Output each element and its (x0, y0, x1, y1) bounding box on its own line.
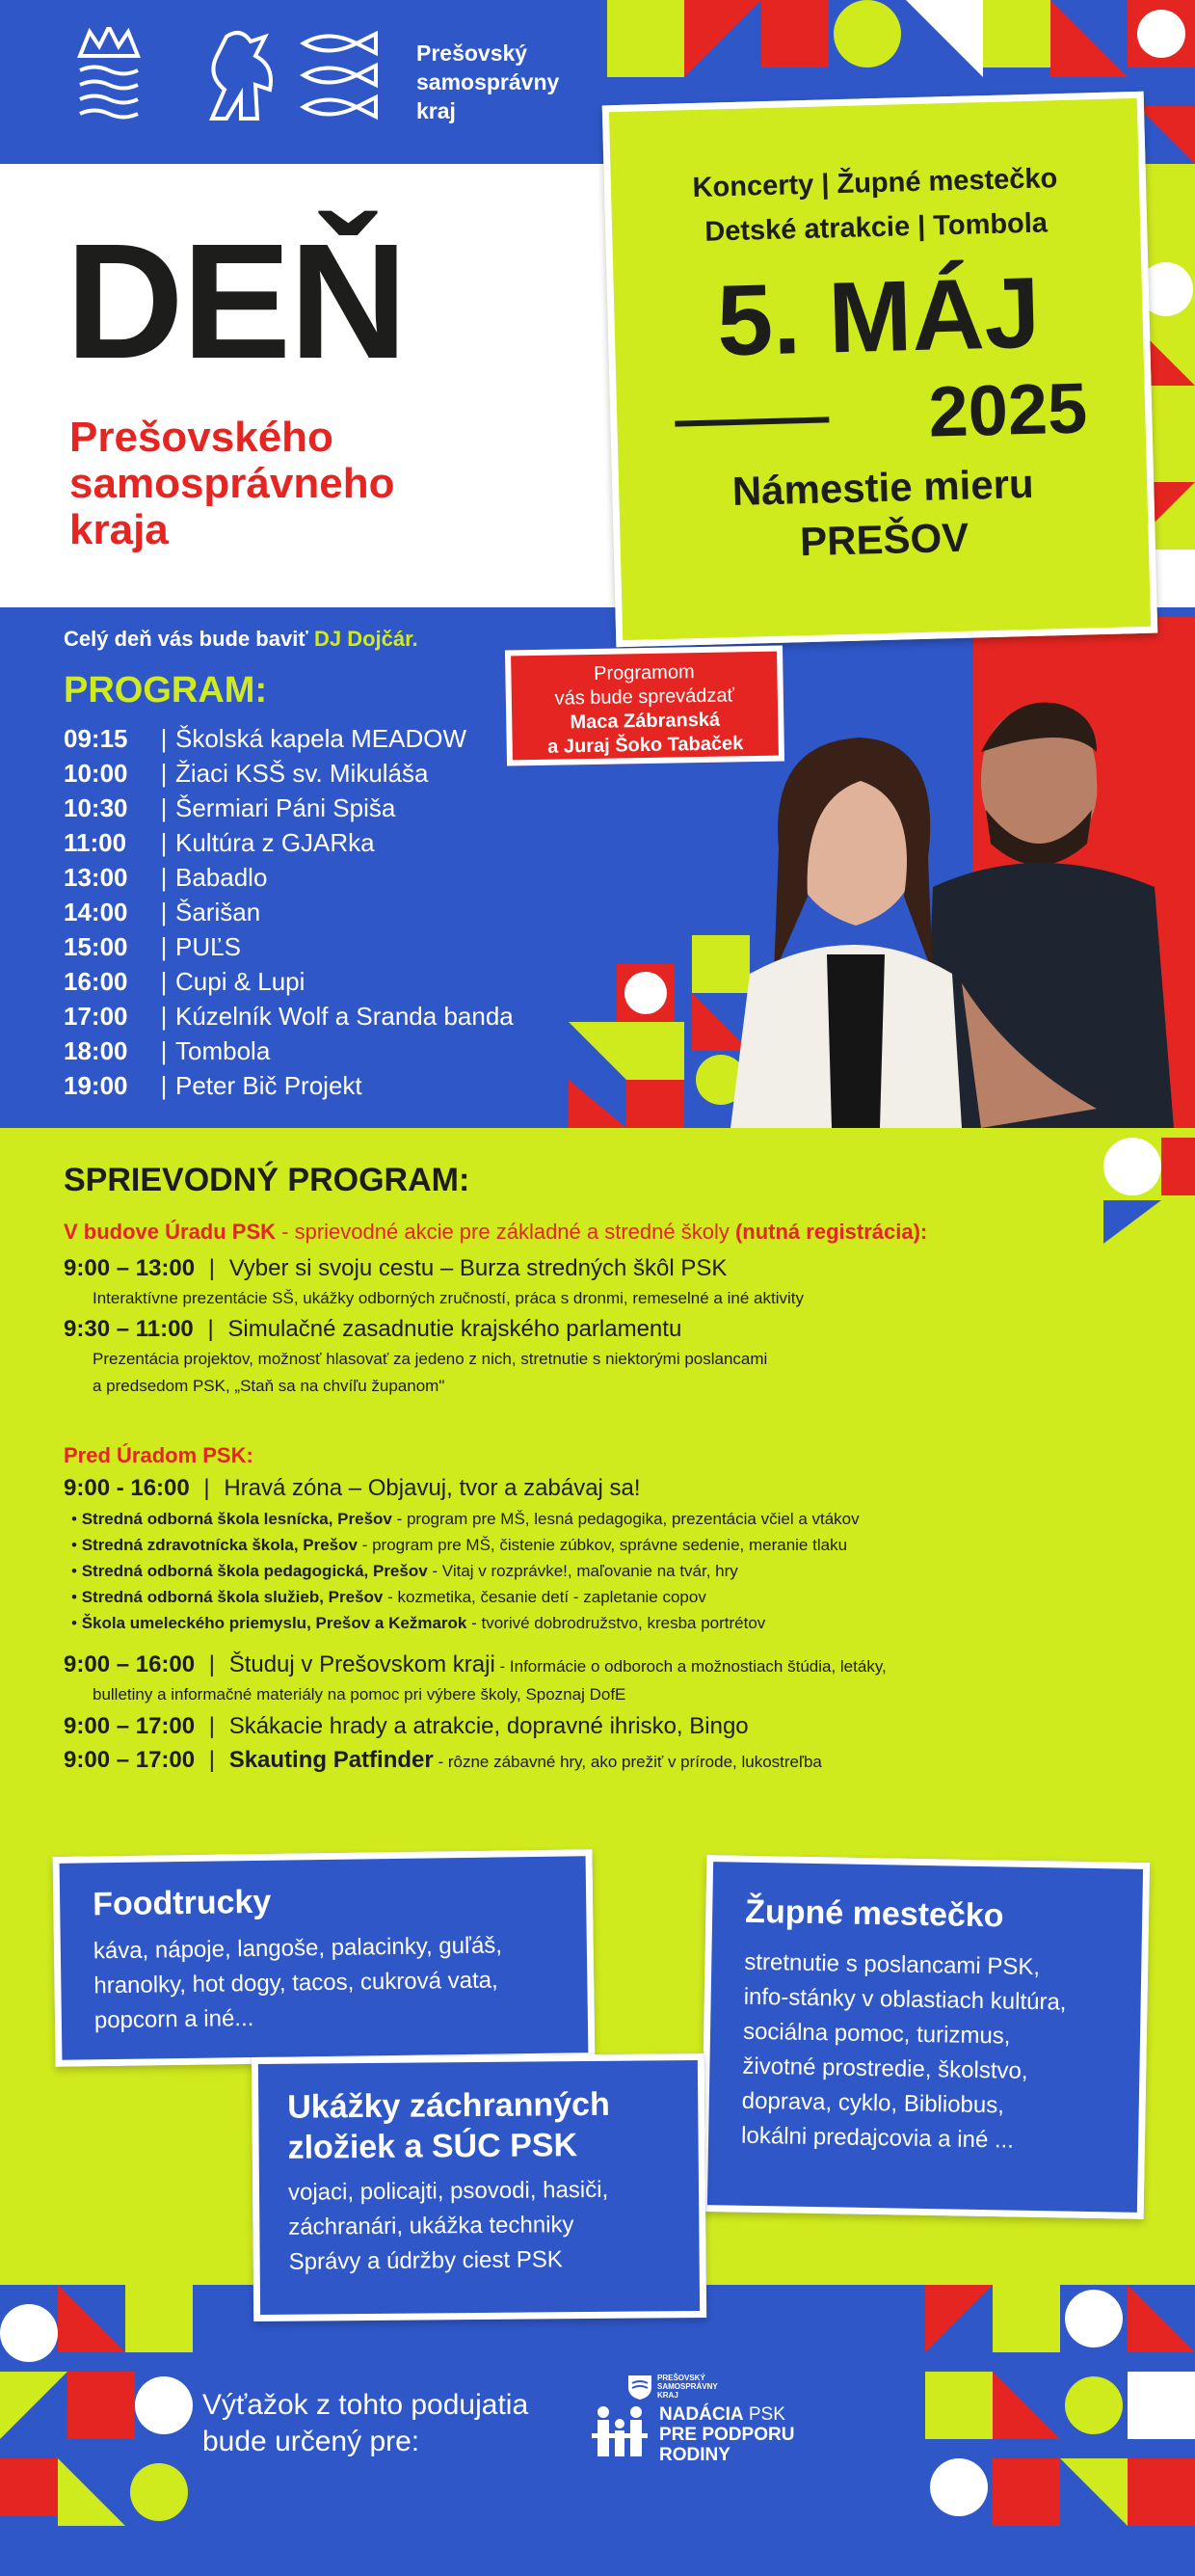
program-item (64, 999, 514, 1033)
mini-logo-line-1: PREŠOVSKÝ (657, 2374, 705, 2382)
footer-text (202, 2387, 528, 2460)
program-item-separator: | (160, 793, 168, 822)
geometric-pattern-bottom-right (925, 2285, 1195, 2576)
bullet-dot: • (71, 1562, 82, 1580)
mini-logo-line-3: KRAJ (657, 2391, 678, 2400)
rescue-line-2: záchranári, ukážka techniky (288, 2212, 574, 2241)
bullet-desc: - Vitaj v rozprávke!, maľovanie na tvár, hry (427, 1562, 738, 1580)
subtitle-line-1: Prešovského (69, 414, 333, 461)
intro-line (64, 627, 418, 652)
event-1-time: 9:00 – 13:00 (64, 1255, 196, 1281)
county-town-line-6: lokálni predajcovia a iné ... (740, 2122, 1015, 2154)
headline-title: DEŇ (66, 210, 406, 393)
program-item (64, 756, 514, 791)
foundation-name (659, 2404, 794, 2465)
event-4-title: Študuj v Prešovskom kraji (228, 1651, 495, 1677)
program-item (64, 895, 514, 929)
foundation-line-1b: PSK (743, 2404, 785, 2425)
event-3-title: Hravá zóna – Objavuj, tvor a zabávaj sa! (224, 1475, 641, 1501)
program-item (64, 721, 514, 756)
event-6-desc: - rôzne zábavné hry, ako prežiť v prírode, lukostreľba (433, 1753, 822, 1771)
program-list (64, 721, 514, 1103)
program-item (64, 1033, 514, 1068)
program-item-time: 17:00 (64, 1002, 128, 1031)
program-item-name: Kultúra z GJARka (175, 828, 375, 857)
bullet-desc: - tvorivé dobrodružstvo, kresba portrétov (466, 1614, 766, 1632)
program-heading: PROGRAM: (64, 670, 268, 711)
mini-logo-line-2: SAMOSPRÁVNY (657, 2382, 718, 2391)
program-item-name: Žiaci KSŠ sv. Mikuláša (175, 759, 429, 788)
event-place (619, 455, 1150, 573)
program-item-separator: | (160, 932, 168, 961)
program-item-time: 15:00 (64, 932, 128, 961)
geometric-pattern-bottom-left (0, 2285, 193, 2576)
bullet-desc: - kozmetika, česanie detí - zapletanie copov (383, 1588, 706, 1606)
event-date: 5. MÁJ (715, 256, 1042, 378)
bullet-school: Stredná odborná škola pedagogická, Prešov (81, 1562, 428, 1580)
foundation-line-1a: NADÁCIA (659, 2404, 744, 2425)
bullet-desc: - program pre MŠ, čistenie zúbkov, správne sedenie, meranie tlaku (357, 1536, 848, 1554)
program-item-time: 13:00 (64, 863, 128, 892)
headline-subtitle (69, 415, 394, 553)
rescue-line-1: vojaci, policajti, psovodi, hasiči, (287, 2176, 609, 2206)
foundation-line-2: PRE PODPORU (659, 2425, 795, 2445)
county-town-title: Župné mestečko (744, 1892, 1004, 1935)
family-icon (592, 2404, 648, 2458)
program-item-time: 14:00 (64, 898, 128, 926)
event-4-desc-b: bulletiny a informačné materiály na pomoc pri výbere školy, Spoznaj DofE (93, 1685, 626, 1704)
coat-of-arms-icon (75, 27, 143, 123)
event-year: 2025 (927, 367, 1089, 452)
foundation-line-3: RODINY (659, 2445, 730, 2465)
building-heading-a: V budove Úradu PSK (64, 1220, 277, 1244)
bullet-dot: • (71, 1588, 82, 1606)
program-item-name: Tombola (175, 1036, 271, 1065)
event-4-time: 9:00 – 16:00 (64, 1651, 196, 1677)
building-heading-c: (nutná registrácia): (734, 1220, 928, 1244)
program-item-name: Peter Bič Projekt (175, 1071, 362, 1100)
event-2-title: Simulačné zasadnutie krajského parlamentu (227, 1316, 682, 1342)
program-item-time: 10:00 (64, 759, 128, 788)
rescue-title-1: Ukážky záchranných (287, 2085, 610, 2126)
event-2-time: 9:30 – 11:00 (64, 1316, 194, 1342)
program-item-name: Šarišan (175, 898, 261, 926)
brand-line-1: Prešovský (416, 40, 528, 66)
bullet-item (71, 1584, 860, 1610)
bullet-dot: • (71, 1510, 82, 1528)
foodtrucks-card (53, 1849, 596, 2067)
bullet-desc: - program pre MŠ, lesná pedagogika, prezentácia včiel a vtákov (391, 1510, 860, 1528)
event-row-3: 9:00 - 16:00 | Hravá zóna – Objavuj, tvor a zabávaj sa! (64, 1475, 641, 1501)
hosts-line-2: vás bude sprevádzať (554, 684, 735, 710)
county-town-line-3: sociálna pomoc, turizmus, (742, 2018, 1011, 2050)
program-item-separator: | (160, 1036, 168, 1065)
program-item-time: 10:30 (64, 793, 128, 822)
event-year-row (616, 368, 1146, 459)
brand-line-3: kraj (416, 98, 456, 123)
event-place-line-2: PREŠOV (799, 514, 969, 565)
program-item-separator: | (160, 967, 168, 996)
county-town-line-4: životné prostredie, školstvo, (742, 2053, 1028, 2084)
bullet-school: Škola umeleckého priemyslu, Prešov a Kežmarok (81, 1614, 467, 1632)
foodtrucks-title: Foodtrucky (92, 1883, 272, 1923)
program-item-separator: | (160, 828, 168, 857)
bullet-school: Stredná zdravotnícka škola, Prešov (81, 1536, 358, 1554)
event-2-desc-1: Prezentácia projektov, možnosť hlasovať za jedeno z nich, stretnutie s niektorými poslancami (93, 1350, 768, 1368)
footer-text-1: Výťažok z tohto podujatia (202, 2389, 529, 2421)
program-item-name: Školská kapela MEADOW (175, 724, 466, 753)
event-row-5: 9:00 – 17:00 | Skákacie hrady a atrakcie, dopravné ihrisko, Bingo (64, 1713, 749, 1739)
rescue-title-2: zložiek a SÚC PSK (287, 2127, 578, 2166)
event-5-title: Skákacie hrady a atrakcie, dopravné ihrisko, Bingo (228, 1713, 749, 1739)
hosts-line-1: Programom (593, 661, 695, 684)
hosts-label (505, 645, 784, 765)
county-town-card (701, 1855, 1150, 2219)
program-item-time: 16:00 (64, 967, 128, 996)
county-town-line-2: info-stánky v oblastiach kultúra, (743, 1983, 1067, 2016)
geometric-pattern-right-2 (1103, 1128, 1195, 1244)
building-heading (64, 1220, 927, 1245)
mini-shield-icon (626, 2374, 653, 2401)
bullet-dot: • (71, 1536, 82, 1554)
event-6-time: 9:00 – 17:00 (64, 1747, 196, 1773)
griffin-icon (198, 27, 284, 123)
program-item-separator: | (160, 898, 168, 926)
rescue-line-3: Správy a údržby ciest PSK (288, 2246, 563, 2275)
program-item-time: 11:00 (64, 828, 127, 857)
event-2-desc-2: a predsedom PSK, „Staň sa na chvíľu županom" (93, 1377, 445, 1395)
program-item-name: Šermiari Páni Spiša (175, 793, 396, 822)
program-item-separator: | (160, 759, 168, 788)
event-5-time: 9:00 – 17:00 (64, 1713, 196, 1739)
brand-line-2: samosprávny (416, 69, 560, 94)
foodtrucks-line-3: popcorn a iné... (93, 2005, 254, 2034)
event-1-title: Vyber si svoju cestu – Burza stredných škôl PSK (228, 1255, 728, 1281)
program-item-time: 19:00 (64, 1071, 128, 1100)
hosts-line-3: Maca Zábranská (570, 709, 721, 734)
event-row-2: 9:30 – 11:00 | Simulačné zasadnutie krajského parlamentu (64, 1316, 682, 1342)
program-item (64, 860, 514, 895)
county-town-line-1: stretnutie s poslancami PSK, (744, 1948, 1041, 1981)
fish-icon (299, 29, 390, 123)
program-item-separator: | (160, 724, 168, 753)
intro-text: Celý deň vás bude baviť (64, 627, 308, 651)
event-activities-line-2: Detské atrakcie | Tombola (704, 207, 1049, 248)
outside-heading: Pred Úradom PSK: (64, 1443, 253, 1467)
foodtrucks-line-2: hranolky, hot dogy, tacos, cukrová vata, (93, 1967, 498, 1999)
subtitle-line-3: kraja (69, 506, 169, 553)
program-item-name: Kúzelník Wolf a Sranda banda (175, 1002, 514, 1031)
bullet-school: Stredná odborná škola lesnícka, Prešov (81, 1510, 392, 1528)
program-item-time: 09:15 (64, 724, 128, 753)
program-item-time: 18:00 (64, 1036, 128, 1065)
event-row-4: 9:00 – 16:00 | Študuj v Prešovskom kraji - Informácie o odboroch a možnostiach štúdia, letáky, (64, 1651, 887, 1677)
event-card (602, 92, 1158, 648)
event-3-time: 9:00 - 16:00 (64, 1475, 190, 1501)
geometric-pattern-top (607, 0, 1195, 106)
hosts-line-4: a Juraj Šoko Tabaček (547, 733, 744, 758)
event-row-6: 9:00 – 17:00 | Skauting Patfinder - rôzne zábavné hry, ako prežiť v prírode, lukostreľba (64, 1747, 822, 1773)
geometric-pattern-mid (569, 964, 694, 1128)
footer-text-2: bude určený pre: (202, 2426, 420, 2457)
program-item-separator: | (160, 1002, 168, 1031)
bullet-item (71, 1532, 860, 1558)
program-item-separator: | (160, 1071, 168, 1100)
county-town-line-5: doprava, cyklo, Bibliobus, (741, 2087, 1005, 2119)
program-item-name: PUĽS (175, 932, 241, 961)
mini-logo-text (657, 2374, 718, 2400)
bullet-dot: • (71, 1614, 82, 1632)
foodtrucks-line-1: káva, nápoje, langoše, palacinky, guľáš, (93, 1932, 503, 1965)
year-divider (675, 416, 829, 426)
program-item (64, 825, 514, 860)
event-1-desc: Interaktívne prezentácie SŠ, ukážky odborných zručností, práca s dronmi, remeselné a iné aktivity (93, 1289, 804, 1307)
event-row-1: 9:00 – 13:00 | Vyber si svoju cestu – Burza stredných škôl PSK (64, 1255, 728, 1281)
bullet-school: Stredná odborná škola služieb, Prešov (81, 1588, 384, 1606)
event-place-line-1: Námestie mieru (731, 460, 1035, 515)
subtitle-line-2: samosprávneho (69, 460, 395, 507)
event-4-desc-a: - Informácie o odboroch a možnostiach štúdia, letáky, (494, 1657, 887, 1676)
program-item (64, 964, 514, 999)
side-program-heading: SPRIEVODNÝ PROGRAM: (64, 1162, 470, 1198)
program-item (64, 929, 514, 964)
program-item (64, 791, 514, 825)
program-item-name: Babadlo (175, 863, 268, 892)
event-6-title: Skauting Patfinder (228, 1747, 434, 1773)
event-activities-line-1: Koncerty | Župné mestečko (692, 163, 1058, 204)
bullet-item (71, 1558, 860, 1584)
rescue-card (252, 2053, 706, 2321)
bullet-item (71, 1610, 860, 1636)
program-item-name: Cupi & Lupi (175, 967, 305, 996)
bullet-list (71, 1506, 860, 1636)
program-item-separator: | (160, 863, 168, 892)
event-activities (610, 154, 1140, 256)
program-item (64, 1068, 514, 1103)
brand-name (416, 39, 559, 125)
building-heading-b: - sprievodné akcie pre základné a stredné školy (276, 1220, 735, 1244)
intro-dj: DJ Dojčár. (313, 627, 418, 651)
bullet-item (71, 1506, 860, 1532)
